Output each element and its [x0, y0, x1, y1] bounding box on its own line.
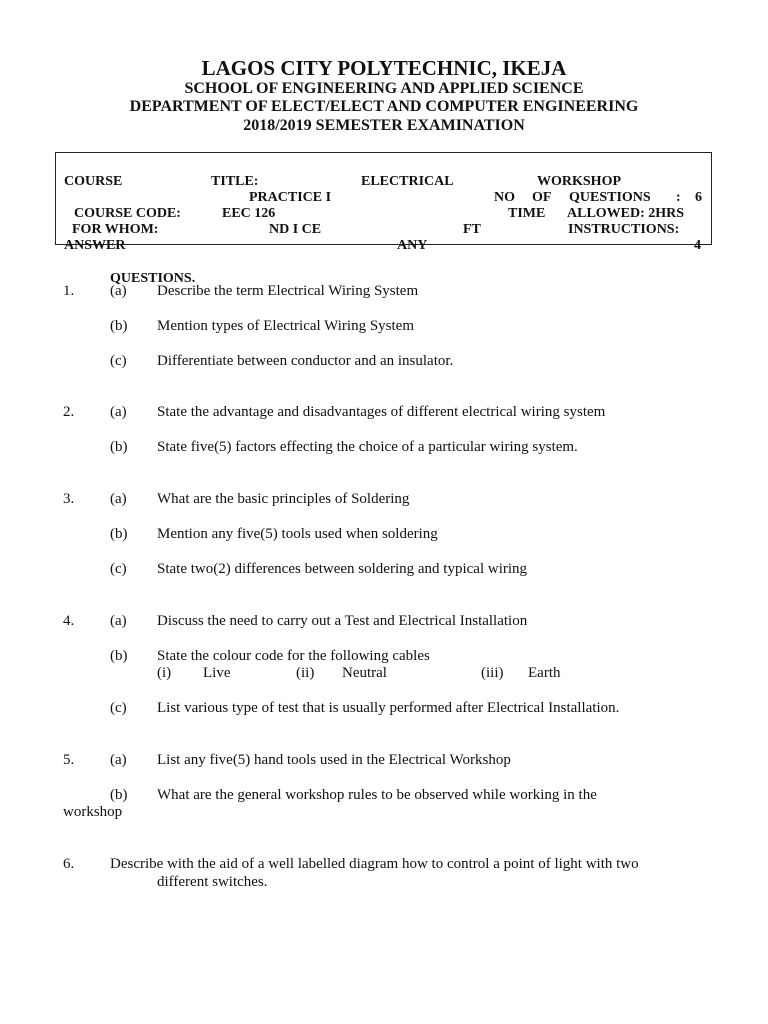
q4c-text: List various type of test that is usually performed after Electrical Installation.: [157, 700, 620, 716]
q2a-label: (a): [110, 404, 127, 420]
course-code-label: COURSE CODE:: [74, 206, 181, 221]
for-whom-label: FOR WHOM:: [72, 222, 159, 237]
q3-number: 3.: [63, 491, 75, 507]
q2b-label: (b): [110, 439, 128, 455]
q5-number: 5.: [63, 752, 75, 768]
q2b-text: State five(5) factors effecting the choice of a particular wiring system.: [157, 439, 578, 455]
q4b-iii-text: Earth: [528, 665, 561, 681]
q3c-text: State two(2) differences between soldering and typical wiring: [157, 561, 528, 577]
q4-number: 4.: [63, 613, 75, 629]
course-title-workshop: WORKSHOP: [537, 174, 622, 189]
institution-title: LAGOS CITY POLYTECHNIC, IKEJA: [201, 56, 567, 80]
q4a-text: Discuss the need to carry out a Test and Electrical Installation: [157, 613, 528, 629]
four-label: 4: [694, 238, 701, 253]
q4b-i-label: (i): [157, 665, 172, 681]
course-label: COURSE: [64, 174, 123, 189]
q4a-label: (a): [110, 613, 127, 629]
q3b-label: (b): [110, 526, 128, 542]
q3a-label: (a): [110, 491, 127, 507]
q1-number: 1.: [63, 283, 75, 299]
q4b-iii-label: (iii): [481, 665, 504, 681]
q1a-text: Describe the term Electrical Wiring System: [157, 283, 419, 299]
q4b-ii-label: (ii): [296, 665, 315, 681]
course-title-practice: PRACTICE I: [249, 190, 332, 205]
q1c-label: (c): [110, 353, 127, 369]
q4b-label: (b): [110, 648, 128, 664]
no-label: NO: [494, 190, 515, 205]
time-label: TIME: [508, 206, 546, 221]
q3c-label: (c): [110, 561, 127, 577]
q6-text: Describe with the aid of a well labelled diagram how to control a point of light with two: [110, 856, 639, 872]
q4b-i-text: Live: [203, 665, 231, 681]
q4b-ii-text: Neutral: [342, 665, 387, 681]
q5a-label: (a): [110, 752, 127, 768]
q6-text-continued: different switches.: [157, 874, 268, 890]
course-title-electrical: ELECTRICAL: [361, 174, 454, 189]
q5b-label: (b): [110, 787, 128, 803]
q4b-text: State the colour code for the following cables: [157, 648, 430, 664]
course-code: EEC 126: [222, 206, 276, 221]
q5b-text: What are the general workshop rules to be observed while working in the: [157, 787, 597, 803]
questions-tail: QUESTIONS.: [110, 271, 196, 286]
q1c-text: Differentiate between conductor and an insulator.: [157, 353, 454, 369]
q2a-text: State the advantage and disadvantages of different electrical wiring system: [157, 404, 606, 420]
q2-number: 2.: [63, 404, 75, 420]
q3a-text: What are the basic principles of Soldering: [157, 491, 410, 507]
q5a-text: List any five(5) hand tools used in the Electrical Workshop: [157, 752, 511, 768]
q1b-text: Mention types of Electrical Wiring System: [157, 318, 414, 334]
colon: :: [676, 190, 681, 205]
q1a-label: (a): [110, 283, 127, 299]
q3b-text: Mention any five(5) tools used when soldering: [157, 526, 438, 542]
school-title: SCHOOL OF ENGINEERING AND APPLIED SCIENCE: [184, 80, 584, 97]
instructions-label: INSTRUCTIONS:: [568, 222, 680, 237]
title-label: TITLE:: [211, 174, 259, 189]
answer-label: ANSWER: [64, 238, 126, 253]
q4c-label: (c): [110, 700, 127, 716]
q5b-text-continued: workshop: [63, 804, 123, 820]
ft-label: FT: [463, 222, 481, 237]
any-label: ANY: [397, 238, 428, 253]
time-allowed: ALLOWED: 2HRS: [567, 206, 685, 221]
department-title: DEPARTMENT OF ELECT/ELECT AND COMPUTER ENGINEERING: [129, 98, 639, 115]
session-title: 2018/2019 SEMESTER EXAMINATION: [243, 117, 525, 134]
questions-label: QUESTIONS: [569, 190, 651, 205]
q6-number: 6.: [63, 856, 75, 872]
question-count: 6: [695, 190, 702, 205]
for-whom: ND I CE: [269, 222, 322, 237]
q1b-label: (b): [110, 318, 128, 334]
of-label: OF: [532, 190, 552, 205]
